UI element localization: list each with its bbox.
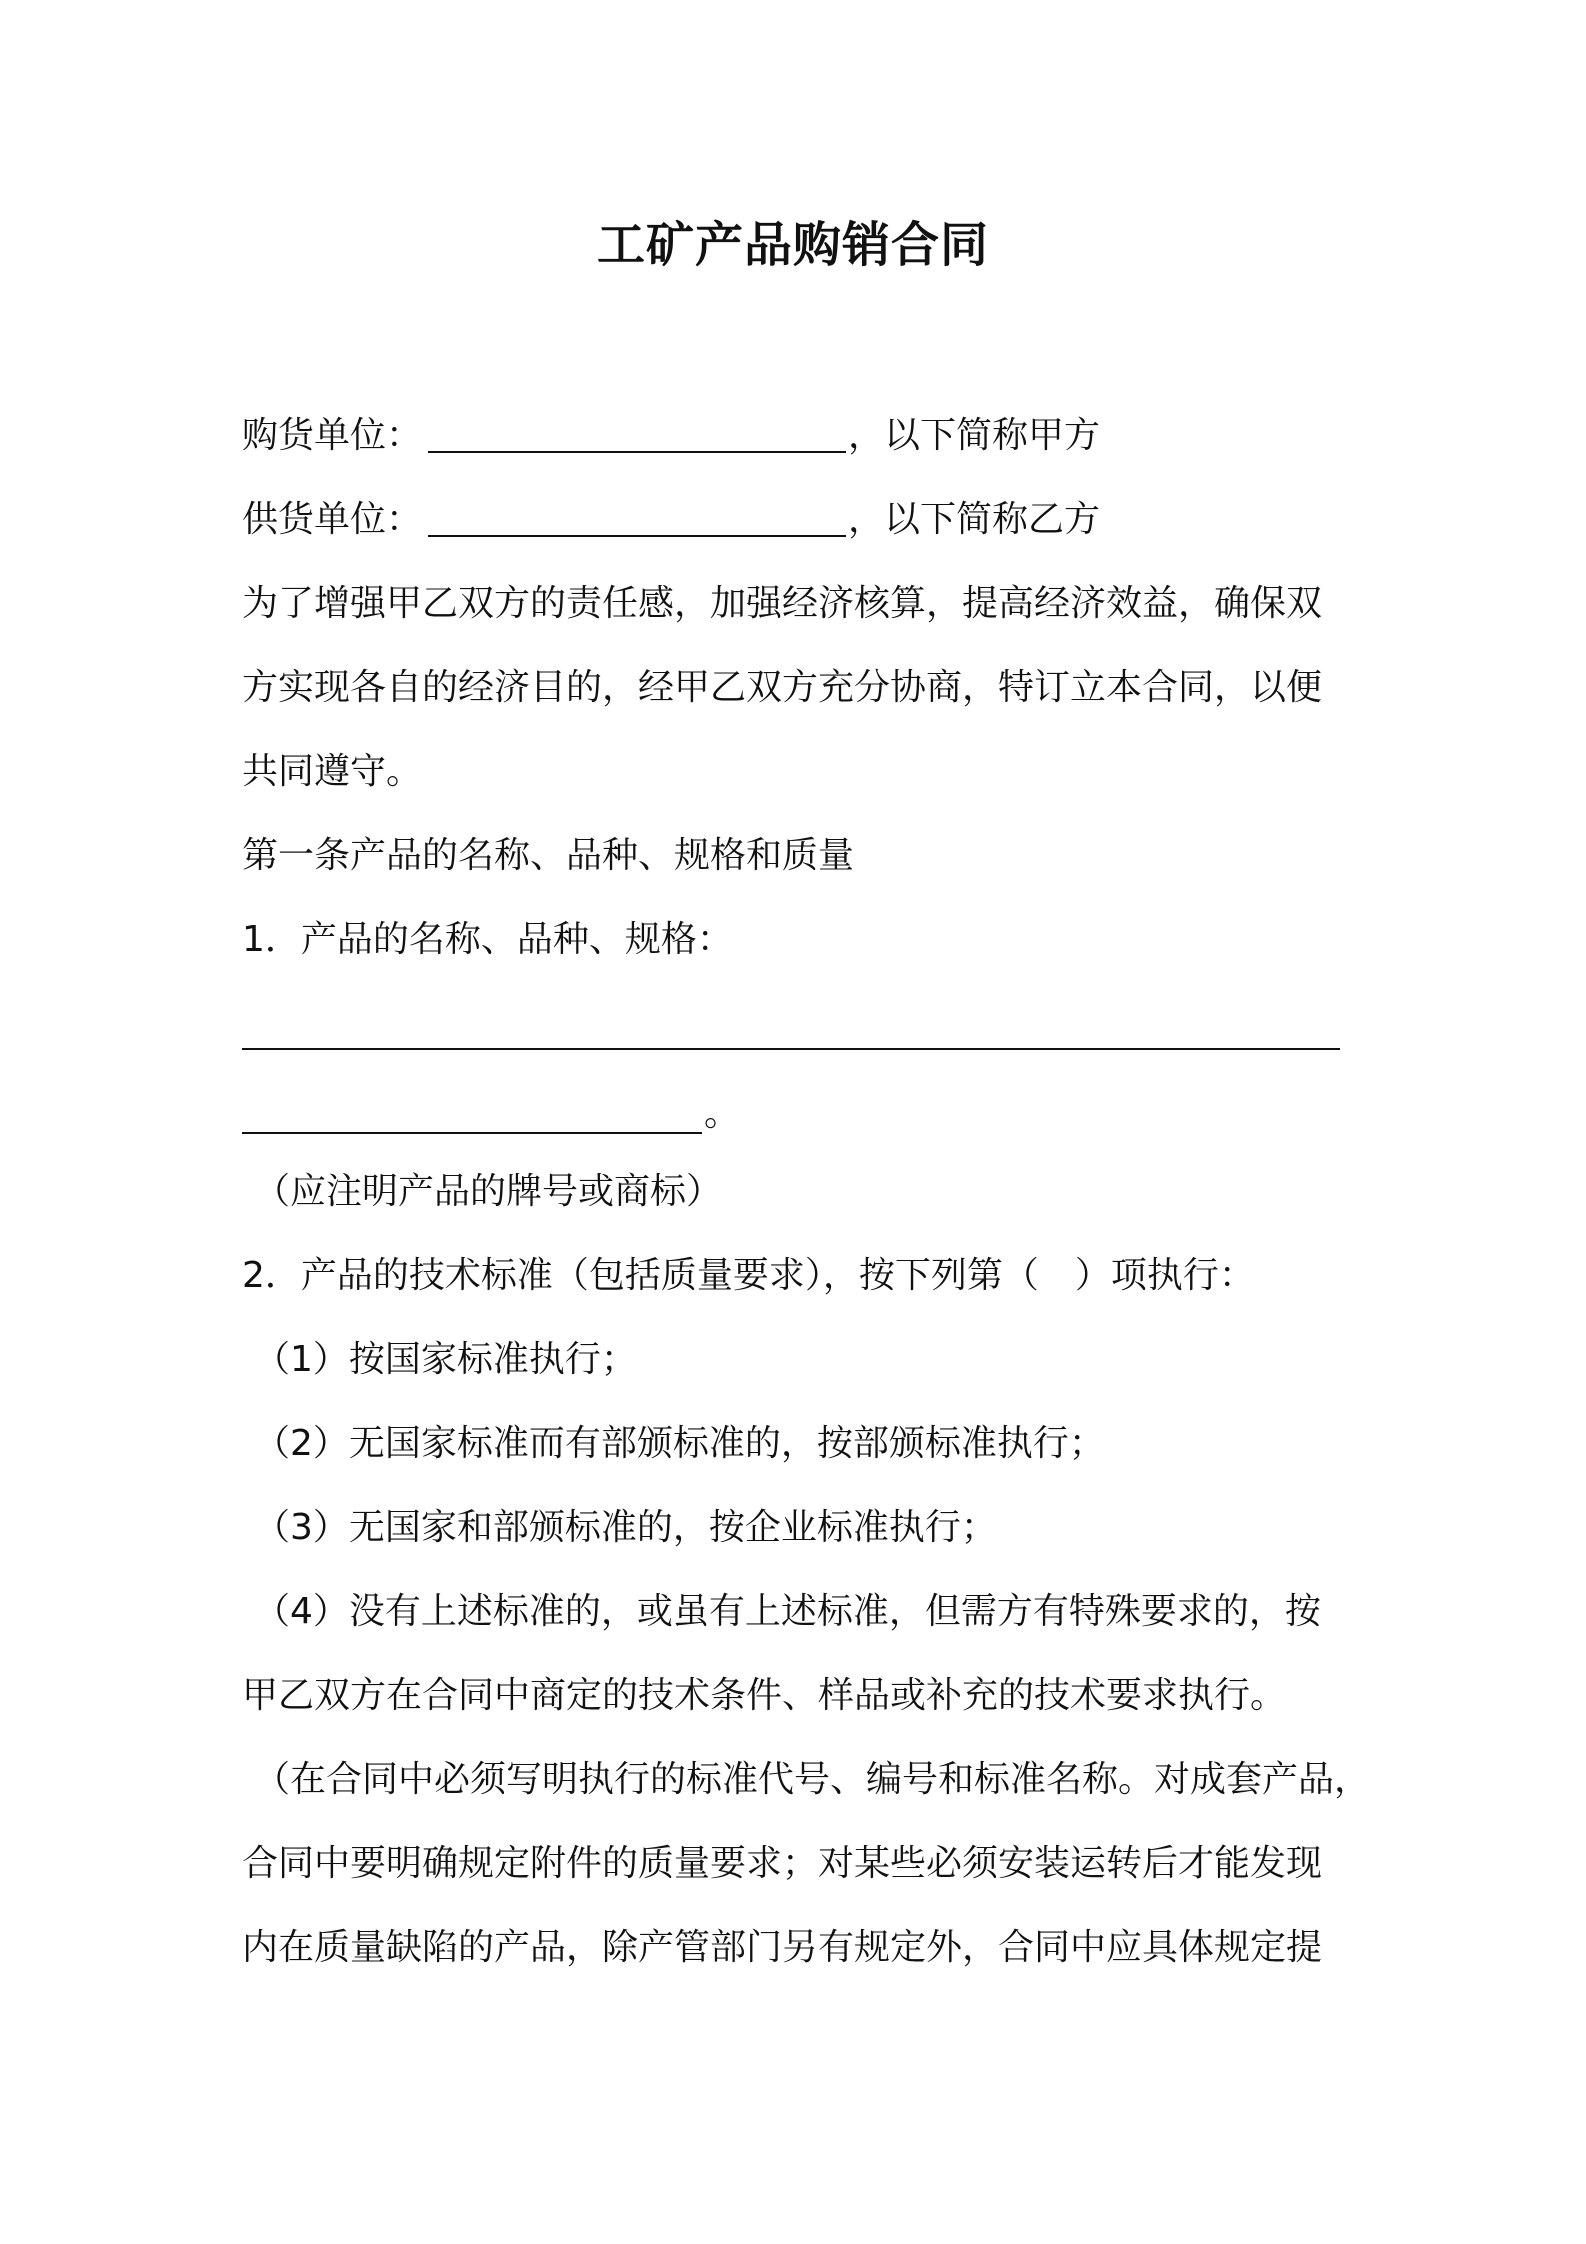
buyer-line xyxy=(242,412,1100,460)
supplier-line xyxy=(242,496,1100,544)
buyer-suffix: ，以下简称甲方 xyxy=(848,415,1101,456)
note-line-1: （在合同中必须写明执行的标准代号、编号和标准名称。对成套产品， xyxy=(254,1759,1371,1800)
option-1: （1）按国家标准执行； xyxy=(254,1339,637,1380)
supplier-suffix: ，以下简称乙方 xyxy=(848,499,1101,540)
item-2-text: 2．产品的技术标准（包括质量要求），按下列第（ ）项执行： xyxy=(242,1255,1255,1296)
supplier-blank[interactable] xyxy=(428,535,846,537)
document-title: 工矿产品购销合同 xyxy=(596,217,989,273)
note-line-2: 合同中要明确规定附件的质量要求；对某些必须安装运转后才能发现 xyxy=(242,1843,1323,1884)
supplier-label: 供货单位： xyxy=(242,499,423,540)
intro-line-3: 共同遵守。 xyxy=(242,751,423,792)
product-blank-line-2[interactable] xyxy=(242,1132,702,1134)
note-line-3: 内在质量缺陷的产品，除产管部门另有规定外，合同中应具体规定提 xyxy=(242,1927,1323,1968)
article-1-heading: 第一条产品的名称、品种、规格和质量 xyxy=(242,835,855,876)
option-4-line-1: （4）没有上述标准的，或虽有上述标准，但需方有特殊要求的，按 xyxy=(254,1591,1321,1632)
buyer-blank[interactable] xyxy=(428,451,846,453)
product-blank-line-1[interactable] xyxy=(242,1048,1340,1050)
option-3: （3）无国家和部颁标准的，按企业标准执行； xyxy=(254,1507,997,1548)
intro-line-2: 方实现各自的经济目的，经甲乙双方充分协商，特订立本合同，以便 xyxy=(242,667,1323,708)
option-2: （2）无国家标准而有部颁标准的，按部颁标准执行； xyxy=(254,1423,1105,1464)
item-1-text: 1．产品的名称、品种、规格： xyxy=(242,919,733,960)
blank-line-end: 。 xyxy=(704,1093,741,1134)
buyer-label: 购货单位： xyxy=(242,415,423,456)
item-1-note: （应注明产品的牌号或商标） xyxy=(254,1171,723,1212)
intro-line-1: 为了增强甲乙双方的责任感，加强经济核算，提高经济效益，确保双 xyxy=(242,583,1323,624)
option-4-line-2: 甲乙双方在合同中商定的技术条件、样品或补充的技术要求执行。 xyxy=(242,1675,1287,1716)
